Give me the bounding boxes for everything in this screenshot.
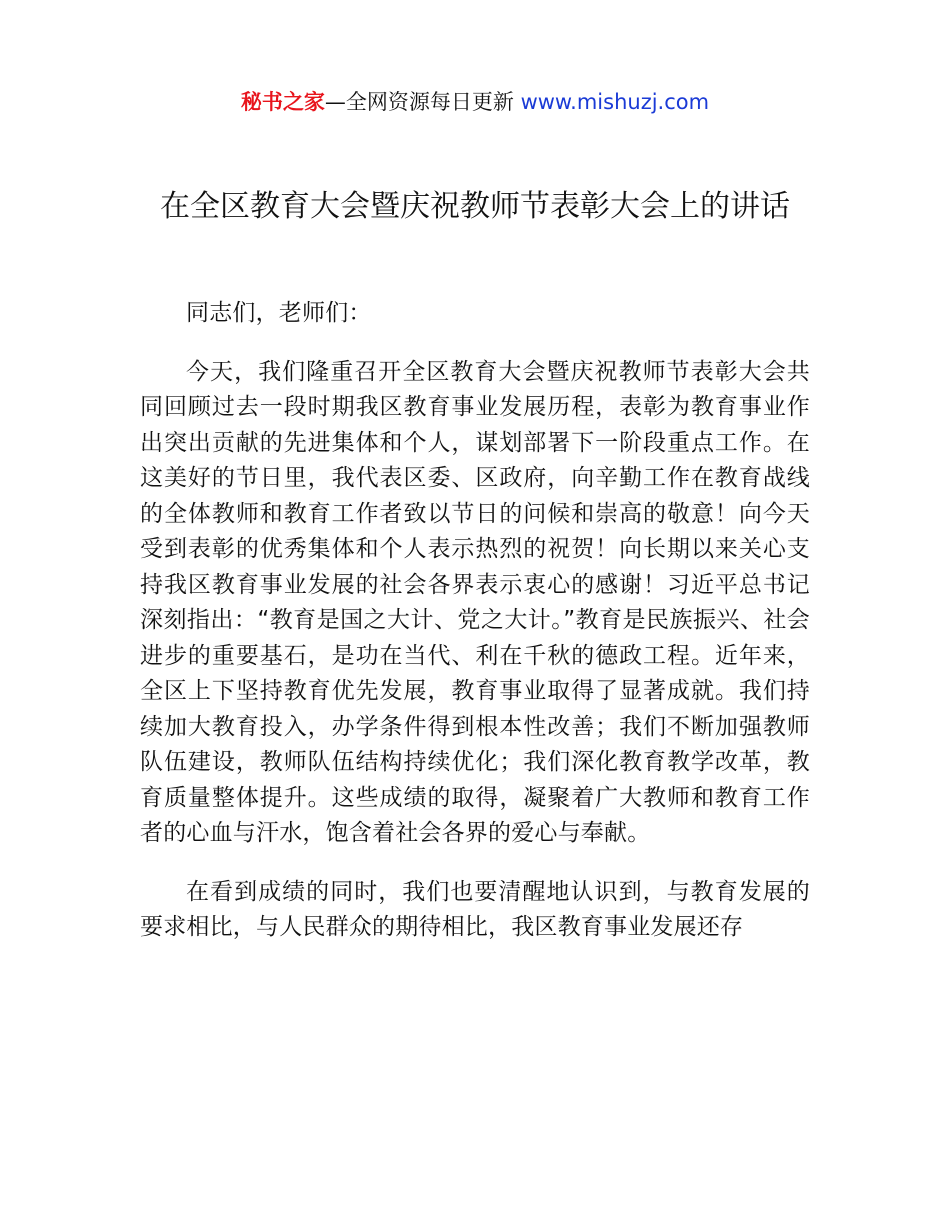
- document-title: 在全区教育大会暨庆祝教师节表彰大会上的讲话: [160, 189, 790, 224]
- site-header: [0, 86, 950, 118]
- document-body: [140, 296, 810, 946]
- site-tagline: —全网资源每日更新: [324, 90, 521, 114]
- paragraph-spacer: [140, 332, 810, 355]
- salutation: 同志们，老师们：: [186, 300, 372, 326]
- site-brand: 秘书之家: [240, 90, 325, 114]
- body-paragraph: 在看到成绩的同时，我们也要清醒地认识到，与教育发展的要求相比，与人民群众的期待相比，我区教育事业发展还存: [140, 878, 810, 940]
- site-url-link[interactable]: www.mishuzj.com: [520, 90, 710, 114]
- body-paragraph: 今天，我们隆重召开全区教育大会暨庆祝教师节表彰大会共同回顾过去一段时期我区教育事业发展历程，表彰为教育事业作出突出贡献的先进集体和个人，谋划部署下一阶段重点工作。在这美好的节日里，我代表区委、区政府，向辛勤工作在教育战线的全体教师和教育工作者致以节日的问候和崇高的敬意！向今天受到表彰的优秀集体和个人表示热烈的祝贺！向长期以来关心支持我区教育事业发展的社会各界表示衷心的感谢！习近平总书记深刻指出：“教育是国之大计、党之大计。”教育是民族振兴、社会进步的重要基石，是功在当代、利在千秋的德政工程。近年来，全区上下坚持教育优先发展，教育事业取得了显著成就。我们持续加大教育投入，办学条件得到根本性改善；我们不断加强教师队伍建设，教师队伍结构持续优化；我们深化教育教学改革，教育质量整体提升。这些成绩的取得，凝聚着广大教师和教育工作者的心血与汗水，饱含着社会各界的爱心与奉献。: [140, 358, 810, 846]
- paragraph-spacer: [140, 852, 810, 875]
